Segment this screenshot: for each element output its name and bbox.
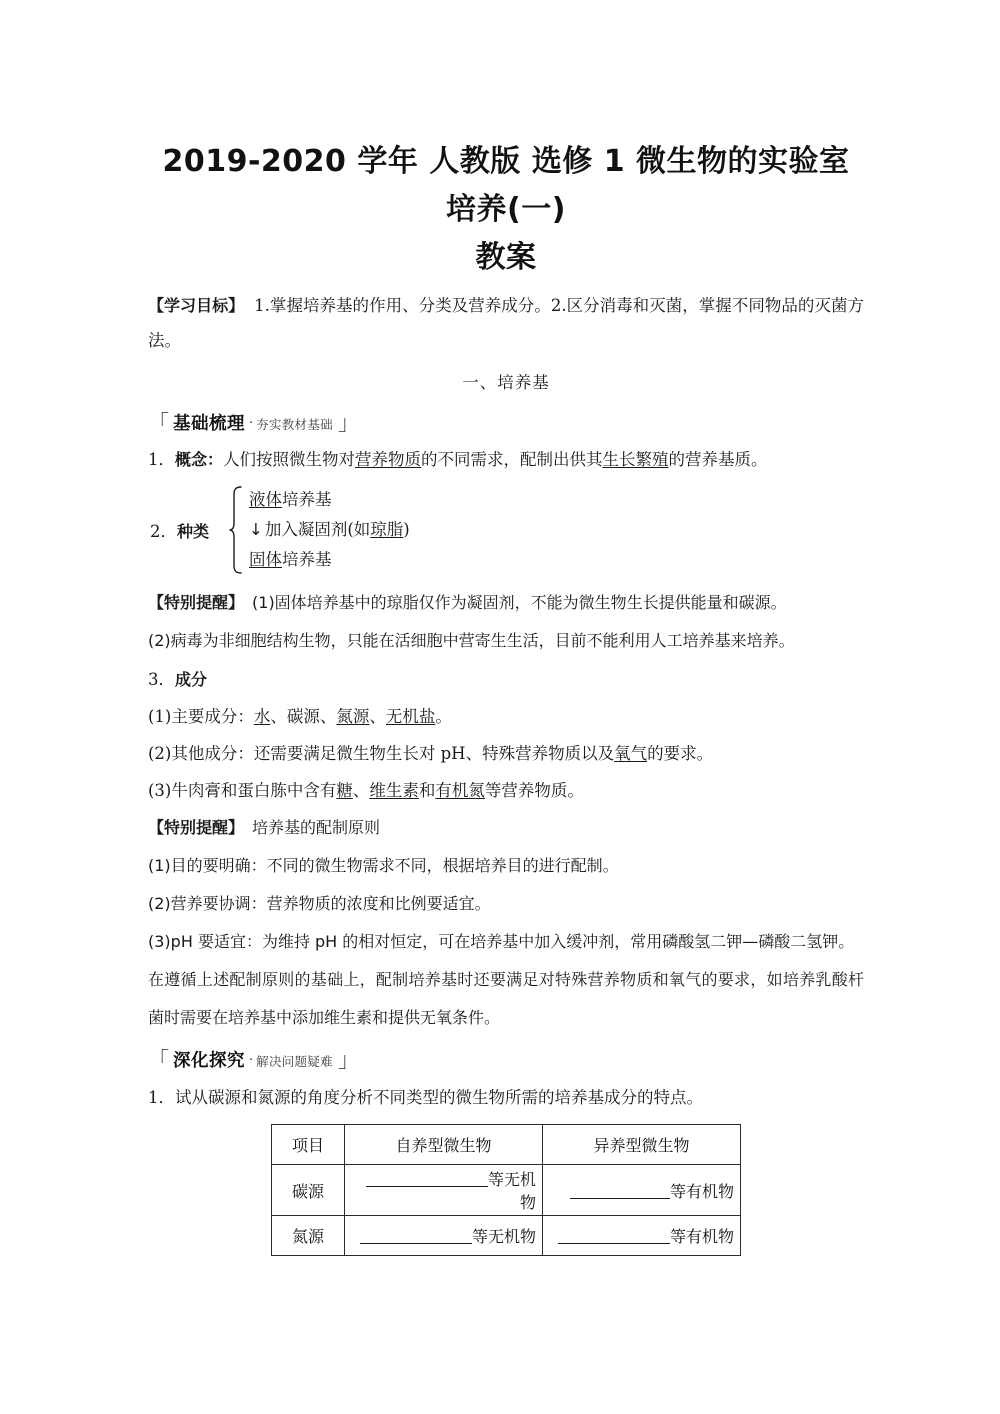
composition-1-u3: 无机盐 [385,707,436,726]
curly-brace-icon [228,485,244,575]
learning-objectives-text: 1.掌握培养基的作用、分类及营养成分。2.区分消毒和灭菌，掌握不同物品的灭菌方法。 [148,296,864,350]
table-cell-nitrogen-autotroph [345,1216,543,1256]
table-cell-carbon-heterotroph [543,1165,741,1216]
concept-label: 概念： [175,450,224,469]
table-header-row [272,1125,741,1165]
types-row-solid [249,545,864,575]
bracket-open-icon: 「 [148,1048,169,1072]
reminder-one-text-one: (1)固体培养基中的琼脂仅作为凝固剂，不能为微生物生长提供能量和碳源。 [252,593,787,612]
composition-3-u3: 有机氮 [435,781,485,800]
types-row3-rest: 培养基 [282,550,332,569]
explore-heading-dot: · [249,1053,254,1068]
composition-1-u2: 氮源 [336,707,370,726]
table-header-autotroph: 自养型微生物 [345,1125,543,1165]
concept-underline-b: 生长繁殖 [602,450,669,469]
document-content [148,138,864,1256]
types-brace-diagram [148,484,864,576]
table-header-item: 项目 [272,1125,345,1165]
basics-heading-main: 基础梳理 [173,414,245,434]
types-row1-rest: 培养基 [282,490,332,509]
section-heading: 一、培养基 [462,373,550,392]
types-row2-text-a: 加入凝固剂(如 [264,520,371,539]
types-number: 2． [150,522,177,541]
bracket-close-icon: 」 [337,1048,359,1072]
comparison-table-wrapper [148,1124,864,1256]
answer-blank[interactable] [558,1229,670,1244]
reminder-one-line-one [148,584,864,622]
explore-heading-sub: 解决问题疑难 [256,1054,333,1069]
composition-line-three [148,772,864,809]
answer-blank[interactable] [366,1172,488,1187]
table-row [272,1216,741,1256]
table-header-heterotroph: 异养型微生物 [543,1125,741,1165]
title-line-2: 教案 [475,240,537,275]
concept-item [148,442,864,478]
types-row3-underline: 固体 [249,550,282,569]
reminder-two-line-four: 在遵循上述配制原则的基础上，配制培养基时还要满足对特殊营养物质和氧气的要求，如培养乳酸杆菌时需要在培养基中添加维生素和提供无氧条件。 [148,970,864,1027]
bracket-open-icon: 「 [148,411,169,435]
types-row1-underline: 液体 [249,490,282,509]
types-rows [244,485,864,575]
reminder-one-line-two: (2)病毒为非细胞结构生物，只能在活细胞中营寄生生活，目前不能利用人工培养基来培养。 [148,631,795,650]
composition-3-end: 等营养物质。 [484,781,584,800]
types-row-liquid [249,485,864,515]
composition-3-mid1: 、 [352,781,370,800]
reminder-two-line-three: (3)pH 要适宜：为维持 pH 的相对恒定，可在培养基中加入缓冲剂，常用磷酸氢二钾—磷酸二氢钾。 [148,932,855,951]
page-title [148,138,864,282]
composition-3-u2: 维生素 [369,781,419,800]
types-label: 种类 [177,522,210,541]
explore-question-one: 1．试从碳源和氮源的角度分析不同类型的微生物所需的培养基成分的特点。 [148,1088,703,1107]
table-row-label-carbon: 碳源 [272,1165,345,1216]
concept-text-a: 人们按照微生物对 [223,450,356,469]
types-label-group [148,518,228,542]
composition-line-one [148,698,864,735]
composition-2-u1: 氧气 [614,744,648,763]
composition-3-u1: 糖 [336,781,353,800]
basics-heading [148,410,864,438]
title-line-1: 2019-2020 学年 人教版 选修 1 微生物的实验室培养(一) [162,144,850,227]
concept-text-c: 的营养基质。 [668,450,768,469]
composition-1-end: 。 [435,707,452,726]
concept-text-b: 的不同需求，配制出供其 [421,450,603,469]
composition-number: 3． [148,670,175,689]
learning-objectives [148,288,864,358]
composition-label: 成分 [175,670,208,689]
reminder-two-line-two: (2)营养要协调：营养物质的浓度和比例要适宜。 [148,894,491,913]
table-cell-nitrogen-autotroph-suffix: 等无机物 [471,1227,536,1246]
types-row2-underline: 琼脂 [370,520,404,539]
answer-blank[interactable] [360,1229,472,1244]
bracket-close-icon: 」 [337,411,359,435]
composition-2-pre: (2)其他成分：还需要满足微生物生长对 pH、特殊营养物质以及 [148,744,615,763]
composition-1-mid1: 、碳源、 [270,707,337,726]
reminder-two-tag: 【特别提醒】 [148,818,245,837]
types-row-process [249,515,864,545]
comparison-table [271,1124,741,1256]
reminder-two-title-line [148,809,864,847]
table-row-label-nitrogen: 氮源 [272,1216,345,1256]
concept-underline-a: 营养物质 [355,450,422,469]
table-row [272,1165,741,1216]
down-arrow-icon: ↓ [249,520,263,539]
types-row2-text-b: ) [403,520,410,539]
composition-item [148,662,864,698]
learning-objectives-tag: 【学习目标】 [148,296,245,315]
reminder-two-line-one: (1)目的要明确：不同的微生物需求不同，根据培养目的进行配制。 [148,856,619,875]
composition-2-end: 的要求。 [647,744,714,763]
table-cell-nitrogen-heterotroph-suffix: 等有机物 [669,1227,734,1246]
table-cell-carbon-heterotroph-suffix: 等有机物 [669,1181,734,1201]
composition-1-u1: 水 [253,707,271,726]
reminder-two-title: 培养基的配制原则 [252,818,381,837]
basics-heading-dot: · [249,416,254,431]
answer-blank[interactable] [570,1184,670,1199]
table-cell-carbon-autotroph-suffix: 等无机物 [487,1170,536,1212]
composition-3-mid2: 和 [418,781,436,800]
table-cell-carbon-autotroph [345,1165,543,1216]
explore-heading-main: 深化探究 [173,1051,245,1071]
basics-heading-sub: 夯实教材基础 [256,417,333,432]
table-cell-nitrogen-heterotroph [543,1216,741,1256]
concept-number: 1． [148,450,175,469]
composition-1-pre: (1)主要成分： [148,707,254,726]
composition-3-pre: (3)牛肉膏和蛋白胨中含有 [148,781,337,800]
composition-1-mid2: 、 [369,707,386,726]
explore-heading [148,1047,864,1075]
reminder-one-tag: 【特别提醒】 [148,593,245,612]
composition-line-two [148,735,864,772]
